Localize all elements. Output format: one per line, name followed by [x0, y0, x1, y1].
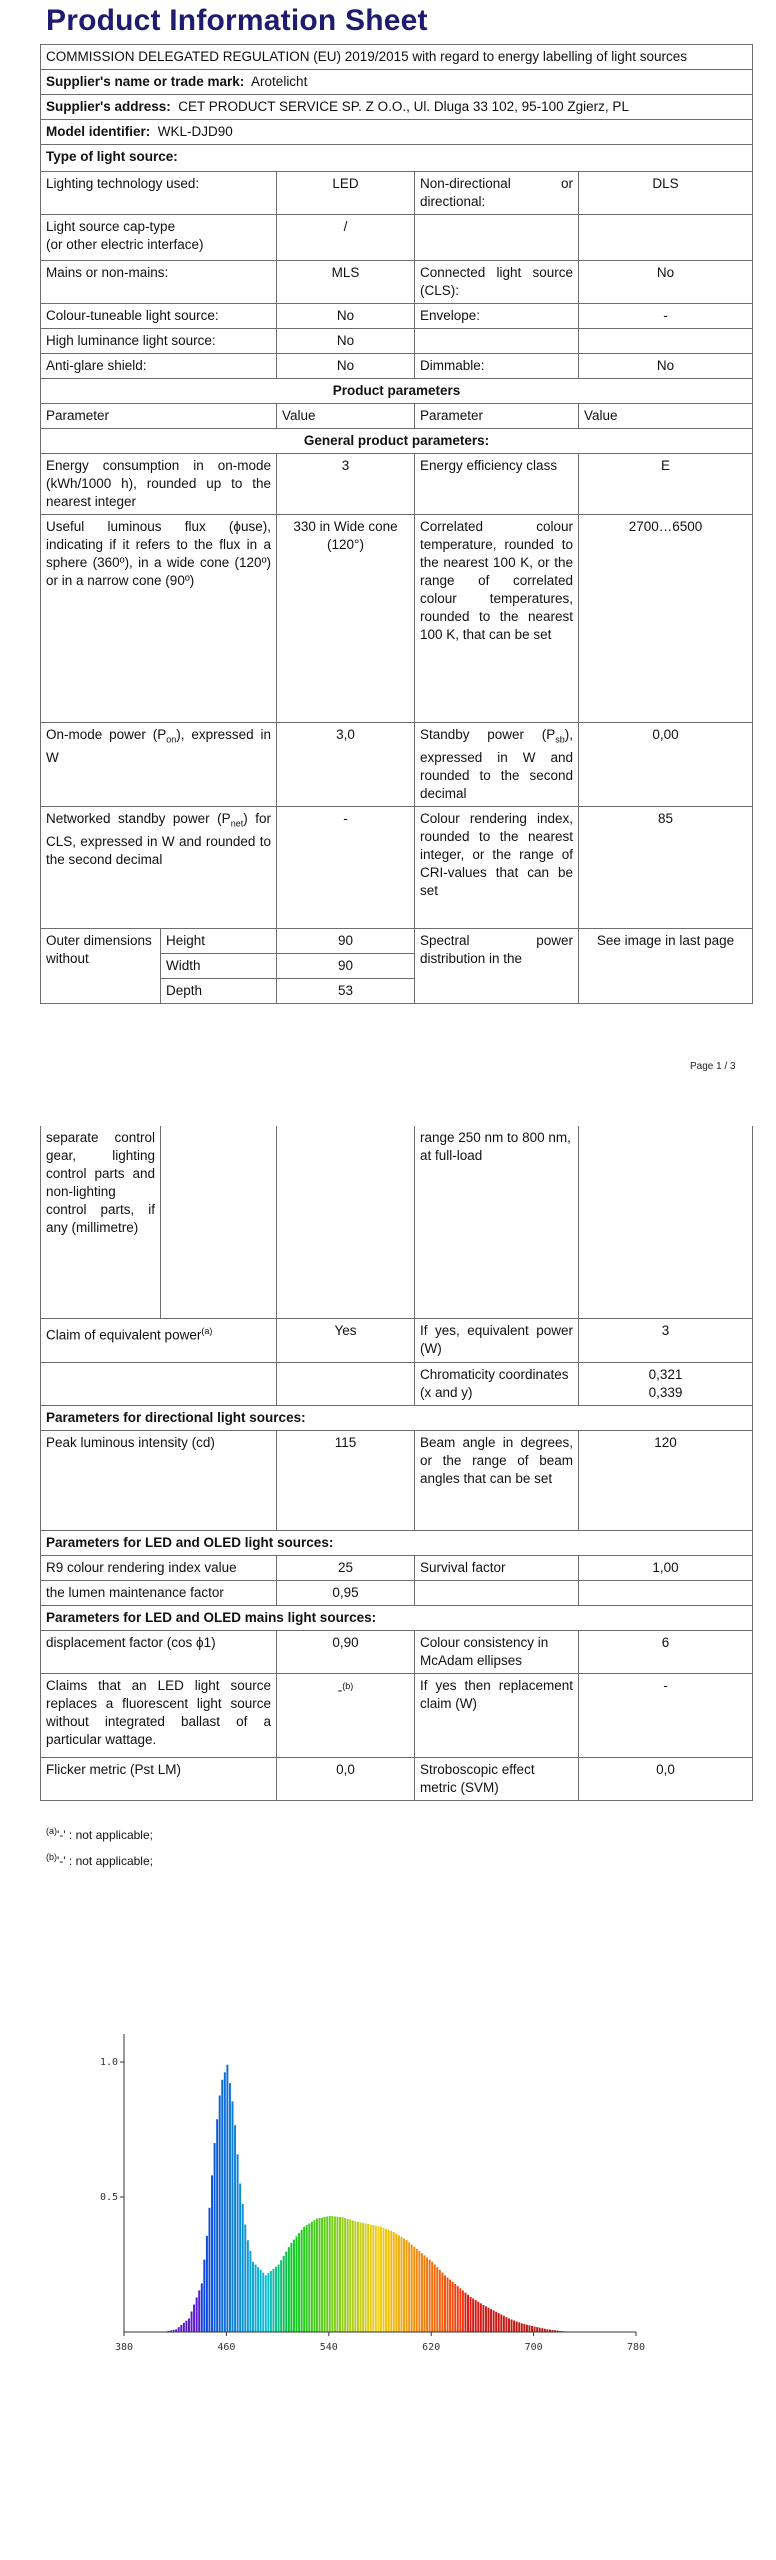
dimmable-value: No [579, 354, 753, 379]
equiv-sup: (a) [201, 1325, 213, 1336]
spectrum-bar [321, 2218, 323, 2332]
spectrum-bar [234, 2125, 236, 2332]
network-value: - [277, 807, 415, 929]
spectrum-bar [393, 2232, 395, 2332]
footnote-a-text: '-' : not applicable; [57, 1828, 153, 1842]
spectrum-bar [198, 2290, 200, 2332]
spectrum-bar [303, 2227, 305, 2332]
footnote-b-text: '-' : not applicable; [57, 1854, 153, 1868]
spectrum-bar [536, 2327, 538, 2332]
col-header-value: Value [277, 404, 415, 429]
efficiency-value: E [579, 454, 753, 515]
depth-label: Depth [161, 979, 277, 1004]
strobo-value: 0,0 [579, 1757, 753, 1800]
spectrum-bar [462, 2290, 464, 2332]
spectrum-bar [244, 2225, 246, 2332]
spectrum-bar [400, 2237, 402, 2332]
spectrum-bar [221, 2080, 223, 2332]
spectrum-bar [498, 2313, 500, 2332]
flicker-value: 0,0 [277, 1757, 415, 1800]
spectrum-bar [449, 2280, 451, 2332]
spectrum-bar [347, 2219, 349, 2332]
equiv-label [41, 1318, 277, 1362]
equiv-label-text: Claim of equivalent power [46, 1327, 202, 1342]
empty-cell [277, 1362, 415, 1405]
spectrum-bar [288, 2247, 290, 2332]
spectrum-bar [339, 2217, 341, 2332]
spectrum-bar [444, 2275, 446, 2332]
empty-cell [579, 215, 753, 261]
spectrum-bar [424, 2255, 426, 2332]
width-value: 90 [277, 954, 415, 979]
model-value: WKL-DJD90 [157, 124, 233, 139]
spectrum-bar [385, 2229, 387, 2332]
spectrum-bar [267, 2273, 269, 2332]
spectrum-bar [208, 2208, 210, 2332]
cri-label: Colour rendering index, rounded to the nearest integer, or the range of CRI-values that can be set [415, 807, 579, 929]
spectrum-bar [541, 2328, 543, 2332]
spectrum-bar [249, 2251, 251, 2332]
spectrum-bar [270, 2271, 272, 2332]
spectrum-bar [511, 2319, 513, 2332]
claims-value-text: - [337, 1682, 343, 1697]
tech-value: LED [277, 172, 415, 215]
peak-label: Peak luminous intensity (cd) [41, 1430, 277, 1530]
replace-label: If yes then replacement claim (W) [415, 1673, 579, 1757]
footnote-a [46, 1820, 153, 1846]
spectrum-bar [457, 2286, 459, 2332]
x-tick-label: 620 [422, 2342, 441, 2353]
spectrum-bar [308, 2223, 310, 2332]
spectrum-bar [180, 2325, 182, 2332]
spectrum-bar [224, 2072, 226, 2332]
envelope-value: - [579, 304, 753, 329]
chroma-x-value: 0,321 [648, 1366, 683, 1382]
lumen-label: the lumen maintenance factor [41, 1580, 277, 1605]
regulation-text: COMMISSION DELEGATED REGULATION (EU) 2019/2015 with regard to energy labelling of light sources [41, 45, 753, 70]
spectrum-bar [503, 2316, 505, 2332]
spectrum-bar [226, 2065, 228, 2332]
spectrum-bar [260, 2270, 262, 2332]
spectrum-bar [418, 2251, 420, 2332]
spectrum-bar [252, 2262, 254, 2332]
page-number: Page 1 / 3 [690, 1061, 736, 1072]
envelope-label: Envelope: [415, 304, 579, 329]
cls-label: Connected light source (CLS): [415, 261, 579, 304]
spectrum-bar [201, 2283, 203, 2332]
spectrum-bar [439, 2270, 441, 2332]
dimmable-label: Dimmable: [415, 354, 579, 379]
width-label: Width [161, 954, 277, 979]
spectrum-bar [229, 2083, 231, 2332]
spectrum-bar [298, 2233, 300, 2332]
standby-label [415, 723, 579, 807]
footnotes [46, 1820, 153, 1872]
energy-label: Energy consumption in on-mode (kWh/1000 h), rounded up to the nearest integer [41, 454, 277, 515]
mains-params-heading: Parameters for LED and OLED mains light sources: [41, 1605, 753, 1630]
spectrum-bar [342, 2217, 344, 2332]
spectrum-bar [495, 2312, 497, 2332]
high-lum-label: High luminance light source: [41, 329, 277, 354]
spectrum-bar [383, 2228, 385, 2332]
disp-label: displacement factor (cos ϕ1) [41, 1630, 277, 1673]
spectrum-bar [488, 2308, 490, 2332]
spectrum-bar [377, 2226, 379, 2332]
cct-label: Correlated colour temperature, rounded to the nearest 100 K, or the range of correlated colour temperatures, rounded to the nearest 100 K, that can be set [415, 515, 579, 723]
spectrum-bar [539, 2328, 541, 2332]
x-tick-label: 460 [217, 2342, 236, 2353]
disp-value: 0,90 [277, 1630, 415, 1673]
antiglare-label: Anti-glare shield: [41, 354, 277, 379]
beam-label: Beam angle in degrees, or the range of beam angles that can be set [415, 1430, 579, 1530]
spectrum-bar [388, 2230, 390, 2332]
spectrum-bar [426, 2257, 428, 2332]
y-tick-label: 1.0 [99, 2057, 118, 2068]
spectrum-bar [203, 2260, 205, 2332]
supplier-address-value: CET PRODUCT SERVICE SP. Z O.O., Ul. Dluga 33 102, 95-100 Zgierz, PL [178, 99, 629, 114]
empty-cell [415, 329, 579, 354]
spectrum-bar [518, 2322, 520, 2332]
r9-value: 25 [277, 1555, 415, 1580]
consistency-value: 6 [579, 1630, 753, 1673]
spectral-chart-svg [88, 2012, 648, 2368]
standby-label-text: Standby power (P [420, 727, 556, 742]
spectrum-bar [413, 2247, 415, 2332]
spectrum-bar [464, 2293, 466, 2332]
spectrum-bar [454, 2284, 456, 2332]
led-params-heading: Parameters for LED and OLED light sources: [41, 1530, 753, 1555]
replace-value: - [579, 1673, 753, 1757]
type-label: Type of light source: [41, 145, 753, 172]
spd-label-cont: range 250 nm to 800 nm, at full-load [415, 1126, 579, 1318]
spectrum-bar [508, 2319, 510, 2333]
spectrum-bar [528, 2325, 530, 2332]
onpower-label-sub: on [166, 734, 177, 745]
empty-cell [415, 215, 579, 261]
spectrum-bar [257, 2267, 259, 2332]
spectrum-bar [278, 2265, 280, 2333]
survival-value: 1,00 [579, 1555, 753, 1580]
onpower-label [41, 723, 277, 807]
network-label-text-2: ) for CLS, expressed in W and rounded to the second decimal [46, 811, 271, 867]
r9-label: R9 colour rendering index value [41, 1555, 277, 1580]
spectrum-bar [193, 2304, 195, 2332]
network-label-text: Networked standby power (P [46, 811, 231, 826]
equiv-w-value: 3 [579, 1318, 753, 1362]
spectrum-bar [311, 2222, 313, 2332]
chroma-y-value: 0,339 [648, 1384, 683, 1400]
energy-value: 3 [277, 454, 415, 515]
spectrum-bar [480, 2303, 482, 2332]
spectrum-bar [206, 2236, 208, 2332]
directional-params-heading: Parameters for directional light sources: [41, 1405, 753, 1430]
spectrum-bar [395, 2234, 397, 2332]
standby-label-sub: sb [555, 734, 565, 745]
flux-label: Useful luminous flux (ϕuse), indicating if it refers to the flux in a sphere (360º), in a wide cone (120º) or in a narrow cone (90º) [41, 515, 277, 723]
cct-value: 2700…6500 [579, 515, 753, 723]
equiv-w-label: If yes, equivalent power (W) [415, 1318, 579, 1362]
cap-value: / [277, 215, 415, 261]
equiv-value: Yes [277, 1318, 415, 1362]
product-params-heading: Product parameters [41, 379, 753, 404]
spectrum-bar [360, 2222, 362, 2332]
spectrum-bar [436, 2267, 438, 2332]
spd-value: See image in last page [579, 929, 753, 1004]
y-tick-label: 0.5 [99, 2192, 118, 2203]
supplier-name-label: Supplier's name or trade mark: [46, 74, 245, 89]
model-label: Model identifier: [46, 124, 151, 139]
spectrum-bar [239, 2184, 241, 2333]
colour-tune-value: No [277, 304, 415, 329]
directional-value: DLS [579, 172, 753, 215]
depth-value: 53 [277, 979, 415, 1004]
footnote-b [46, 1846, 153, 1872]
spectrum-bar [283, 2256, 285, 2332]
height-label: Height [161, 929, 277, 954]
empty-cell [415, 1580, 579, 1605]
chroma-values [579, 1362, 753, 1405]
x-tick-label: 780 [626, 2342, 646, 2353]
spectrum-bar [470, 2297, 472, 2332]
colour-tune-label: Colour-tuneable light source: [41, 304, 277, 329]
mains-label: Mains or non-mains: [41, 261, 277, 304]
spectrum-bar [185, 2321, 187, 2332]
antiglare-value: No [277, 354, 415, 379]
spectrum-bar [482, 2305, 484, 2332]
supplier-address-label: Supplier's address: [46, 99, 171, 114]
footnote-a-mark: (a) [46, 1826, 57, 1836]
general-params-heading: General product parameters: [41, 429, 753, 454]
spectrum-bar [398, 2235, 400, 2332]
height-value: 90 [277, 929, 415, 954]
col-header-parameter: Parameter [41, 404, 277, 429]
spectrum-bar [516, 2321, 518, 2332]
claims-value [277, 1673, 415, 1757]
spectrum-bar [191, 2311, 193, 2332]
supplier-address-row [41, 95, 753, 120]
footnote-b-mark: (b) [46, 1852, 57, 1862]
spectrum-bar [367, 2224, 369, 2332]
spectrum-bar [403, 2239, 405, 2332]
onpower-label-text-2: ), expressed in W [46, 727, 272, 765]
spectrum-bar [475, 2300, 477, 2332]
empty-cell [579, 329, 753, 354]
spectral-chart [88, 2012, 648, 2368]
empty-cell [41, 1362, 277, 1405]
onpower-label-text: On-mode power (P [46, 727, 167, 742]
spectrum-bar [467, 2295, 469, 2332]
mains-value: MLS [277, 261, 415, 304]
spectrum-bar [301, 2230, 303, 2332]
spectrum-bar [500, 2314, 502, 2332]
spectrum-bar [188, 2319, 190, 2333]
spectrum-bar [493, 2310, 495, 2332]
spectrum-bar [477, 2302, 479, 2332]
spectrum-bar [421, 2253, 423, 2332]
spectrum-bar [329, 2216, 331, 2332]
spectrum-bar [242, 2204, 244, 2332]
spd-label: Spectral power distribution in the [415, 929, 579, 1004]
spectrum-bar [326, 2216, 328, 2332]
strobo-label: Stroboscopic effect metric (SVM) [415, 1757, 579, 1800]
spectrum-bar [434, 2265, 436, 2333]
spectrum-bar [349, 2220, 351, 2332]
consistency-label: Colour consistency in McAdam ellipses [415, 1630, 579, 1673]
chroma-label: Chromaticity coordinates (x and y) [415, 1362, 579, 1405]
spectrum-bar [357, 2222, 359, 2332]
spectrum-bar [429, 2260, 431, 2332]
spectrum-bar [237, 2154, 239, 2332]
spectrum-bar [431, 2262, 433, 2332]
spectrum-bar [441, 2273, 443, 2332]
spectrum-bar [196, 2297, 198, 2332]
spectrum-bar [306, 2225, 308, 2332]
spectrum-bar [313, 2220, 315, 2332]
outer-dimensions-label-cont: separate control gear, lighting control parts and non-lighting control parts, if any (millimetre) [41, 1126, 161, 1318]
spectrum-bar [375, 2226, 377, 2332]
spectrum-bar [411, 2245, 413, 2332]
page-2 [40, 1126, 752, 1801]
supplier-name-row [41, 70, 753, 95]
spectrum-bar [272, 2269, 274, 2332]
x-tick-label: 380 [114, 2342, 134, 2353]
spectrum-bar [214, 2143, 216, 2332]
document-title: Product Information Sheet [46, 4, 428, 37]
spectrum-bar [344, 2218, 346, 2332]
spectrum-bar [523, 2324, 525, 2332]
spectrum-bar [408, 2242, 410, 2332]
spectrum-bar [490, 2309, 492, 2332]
spectrum-bar [485, 2306, 487, 2332]
beam-value: 120 [579, 1430, 753, 1530]
spectrum-bar [531, 2326, 533, 2332]
spectrum-bar [247, 2240, 249, 2332]
directional-label: Non-directional or directional: [415, 172, 579, 215]
peak-value: 115 [277, 1430, 415, 1530]
spectrum-bar [452, 2282, 454, 2332]
col-header-parameter-2: Parameter [415, 404, 579, 429]
spectrum-bar [526, 2325, 528, 2332]
empty-cell [161, 1126, 277, 1318]
spectrum-bar [472, 2299, 474, 2332]
supplier-name-value: Arotelicht [251, 74, 308, 89]
spectrum-bar [293, 2240, 295, 2332]
spectrum-bar [354, 2221, 356, 2332]
page-1 [40, 44, 752, 1004]
standby-label-text-2: ), expressed in W and rounded to the second decimal [420, 727, 573, 801]
cap-label-line-2: (or other electric interface) [46, 237, 204, 252]
spectrum-bar [285, 2252, 287, 2332]
standby-value: 0,00 [579, 723, 753, 807]
efficiency-label: Energy efficiency class [415, 454, 579, 515]
spectrum-bar [262, 2273, 264, 2332]
outer-dimensions-label: Outer dimensions without [41, 929, 161, 1004]
product-info-table-page-2 [40, 1126, 753, 1801]
spectrum-bar [352, 2220, 354, 2332]
spectrum-bar [219, 2095, 221, 2332]
spectrum-bar [505, 2317, 507, 2332]
spectrum-bar [521, 2323, 523, 2332]
spectrum-bar [216, 2119, 218, 2332]
spectrum-bar [319, 2218, 321, 2332]
spectrum-bar [331, 2216, 333, 2332]
spectrum-bar [211, 2175, 213, 2332]
flux-value: 330 in Wide cone (120°) [277, 515, 415, 723]
spectrum-bar [459, 2288, 461, 2332]
spectrum-bar [406, 2240, 408, 2332]
survival-label: Survival factor [415, 1555, 579, 1580]
spectrum-bar [362, 2223, 364, 2332]
lumen-value: 0,95 [277, 1580, 415, 1605]
spectrum-bar [513, 2320, 515, 2332]
model-row [41, 120, 753, 145]
spectrum-bar [534, 2327, 536, 2332]
spectrum-bar [255, 2265, 257, 2333]
spectrum-bar [265, 2275, 267, 2332]
spectrum-bar [370, 2225, 372, 2332]
spectrum-bar [316, 2219, 318, 2332]
cri-value: 85 [579, 807, 753, 929]
product-info-table-page-1 [40, 44, 753, 1004]
spectrum-bar [380, 2227, 382, 2332]
spectrum-bar [275, 2267, 277, 2332]
spectrum-bar [416, 2249, 418, 2332]
spectrum-bar [365, 2223, 367, 2332]
x-tick-label: 700 [524, 2342, 543, 2353]
claims-label: Claims that an LED light source replaces a fluorescent light source without integrated ballast of a particular wattage. [41, 1673, 277, 1757]
cap-label-line-1: Light source cap-type [46, 219, 176, 234]
flicker-label: Flicker metric (Pst LM) [41, 1757, 277, 1800]
x-tick-label: 540 [319, 2342, 338, 2353]
spectrum-bar [290, 2243, 292, 2332]
empty-cell [579, 1126, 753, 1318]
spectrum-bar [334, 2216, 336, 2332]
spectrum-bar [372, 2225, 374, 2332]
onpower-value: 3,0 [277, 723, 415, 807]
spectrum-bar [280, 2260, 282, 2332]
spectrum-bar [183, 2323, 185, 2332]
spectrum-bar [296, 2236, 298, 2332]
spectrum-bar [178, 2327, 180, 2332]
spectrum-bar [324, 2217, 326, 2332]
cap-label [41, 215, 277, 261]
spectrum-bar [336, 2217, 338, 2332]
tech-label: Lighting technology used: [41, 172, 277, 215]
col-header-value-2: Value [579, 404, 753, 429]
high-lum-value: No [277, 329, 415, 354]
spectrum-bar [390, 2231, 392, 2332]
empty-cell [579, 1580, 753, 1605]
empty-cell [277, 1126, 415, 1318]
spectrum-bar [447, 2277, 449, 2332]
network-label [41, 807, 277, 929]
network-label-sub: net [230, 818, 244, 829]
cls-value: No [579, 261, 753, 304]
claims-sup: (b) [342, 1680, 354, 1691]
spectrum-bar [232, 2101, 234, 2332]
